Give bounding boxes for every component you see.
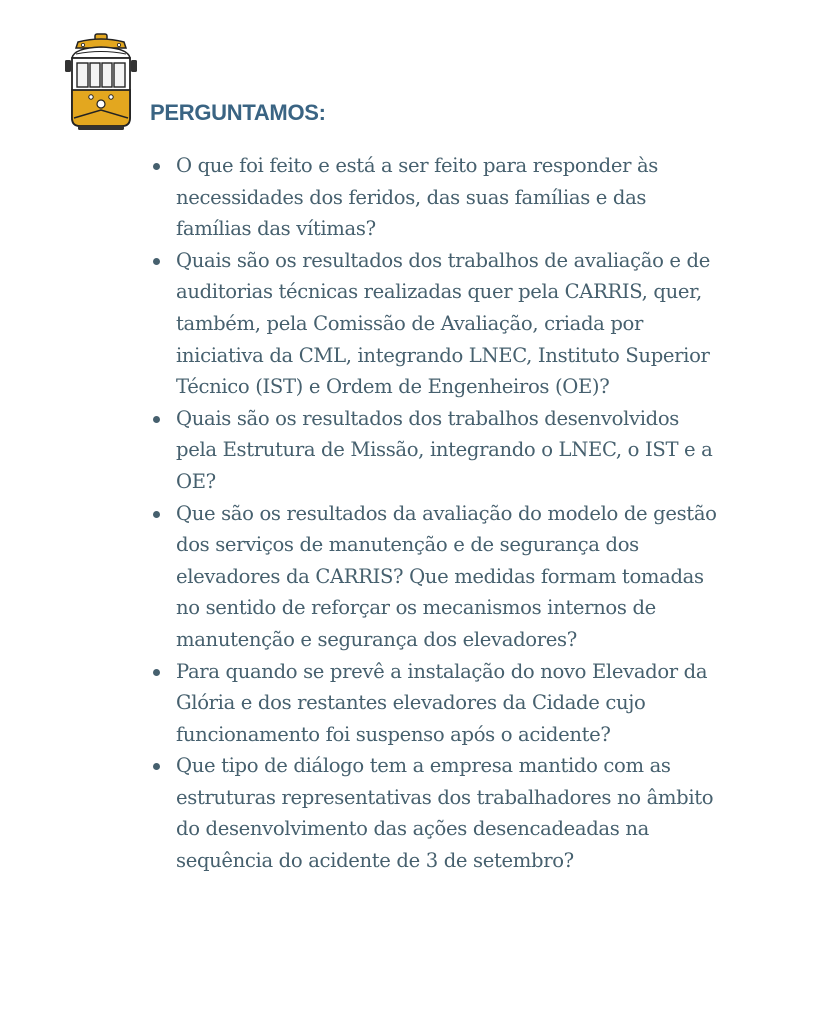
question-text: Quais são os resultados dos trabalhos de avaliação e de auditorias técnicas realizadas quer pela CARRIS, quer, também, pela Comissão de Avaliação, criada por iniciativa da CML, integrando LNEC, Instituto Superior Técnico (IST) e Ordem de Engenheiros (OE)? — [176, 248, 710, 399]
question-item — [150, 150, 720, 245]
question-text: Que tipo de diálogo tem a empresa mantido com as estruturas representativas dos trabalhadores no âmbito do desenvolvimento das ações desencadeadas na sequência do acidente de 3 de setembro? — [176, 754, 714, 873]
bullet-icon — [153, 416, 160, 423]
question-item — [150, 245, 720, 403]
bullet-icon — [153, 763, 160, 770]
question-item — [150, 403, 720, 498]
question-text: Que são os resultados da avaliação do modelo de gestão dos serviços de manutenção e de segurança dos elevadores da CARRIS? Que medidas formam tomadas no sentido de reforçar os mecanismos internos de manutenção e segurança dos elevadores? — [176, 501, 717, 651]
bullet-icon — [153, 669, 160, 676]
tram-icon — [64, 32, 138, 132]
bullet-icon — [153, 511, 160, 518]
question-text: Para quando se prevê a instalação do novo Elevador da Glória e dos restantes elevadores da Cidade cujo funcionamento foi suspenso após o acidente? — [176, 659, 708, 746]
question-list — [150, 150, 720, 877]
bullet-icon — [153, 163, 160, 170]
question-text: O que foi feito e está a ser feito para responder às necessidades dos feridos, das suas famílias e das famílias das vítimas? — [176, 154, 659, 241]
question-item — [150, 656, 720, 751]
section-heading: PERGUNTAMOS: — [150, 100, 326, 125]
question-item — [150, 750, 720, 876]
bullet-icon — [153, 258, 160, 265]
question-text: Quais são os resultados dos trabalhos desenvolvidos pela Estrutura de Missão, integrando o LNEC, o IST e a OE? — [176, 406, 713, 493]
question-item — [150, 498, 720, 656]
